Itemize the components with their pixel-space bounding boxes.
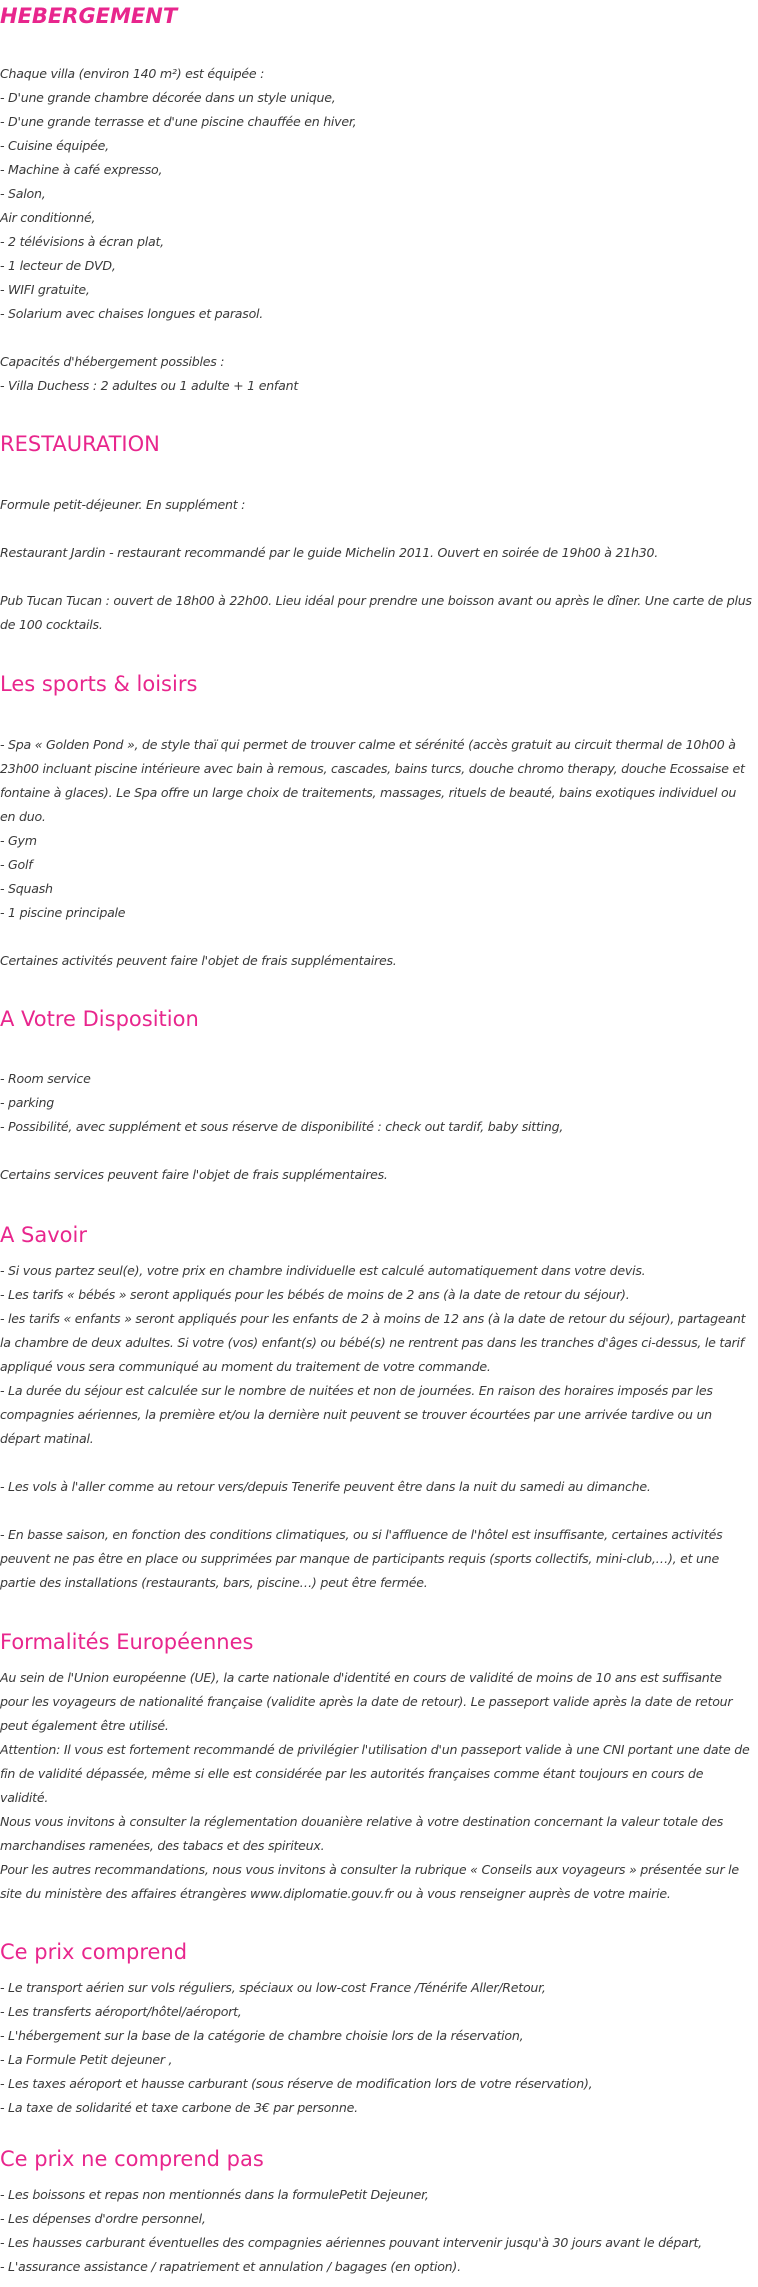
heading-prix-comprend: Ce prix comprend [0, 1940, 188, 1964]
heading-sports-loisirs: Les sports & loisirs [0, 672, 198, 696]
text-sports-loisirs: - Spa « Golden Pond », de style thaï qui permet de trouver calme et sérénité (accès gratuit au circuit thermal de 10h00 à 23h00 incluant piscine intérieure avec bain à remous, cascades, bains turcs, douche chromo therapy, douche Ecossaise et fontaine à glaces). Le Spa offre un large choix de traitements, massages, rituels de beauté, bains exotiques individuel ou en duo. - Gym - Golf - Squash - 1 piscine principale Certaines activités peuvent faire l'objet de frais supplémentaires. [0, 737, 745, 968]
text-disposition: - Room service - parking - Possibilité, avec supplément et sous réserve de disponibilité : check out tardif, baby sitting, Certains services peuvent faire l'objet de frais supplémentaires. [0, 1071, 564, 1182]
text-a-savoir: - Si vous partez seul(e), votre prix en chambre individuelle est calculé automatiquement dans votre devis. - Les tarifs « bébés » seront appliqués pour les bébés de moins de 2 ans (à la date de retour du séjour). - les tarifs « enfants » seront appliqués pour les enfants de 2 à moins de 12 ans (à la date de retour du séjour), partageant la chambre de deux adultes. Si votre (vos) enfant(s) ou bébé(s) ne rentrent pas dans les tranches d'âges ci-dessus, le tarif appliqué vous sera communiqué au moment du traitement de votre commande. - La durée du séjour est calculée sur le nombre de nuitées et non de journées. En raison des horaires imposés par les compagnies aériennes, la première et/ou la dernière nuit peuvent se trouver écourtées par une arrivée tardive ou un départ matinal. - Les vols à l'aller comme au retour vers/depuis Tenerife peuvent être dans la nuit du samedi au dimanche. - En basse saison, en fonction des conditions climatiques, ou si l'affluence de l'hôtel est insuffisante, certaines activités peuvent ne pas être en place ou supprimées par manque de participants requis (sports collectifs, mini-club,…), et une partie des installations (restaurants, bars, piscine…) peut être fermée. [0, 1263, 746, 1590]
heading-a-savoir: A Savoir [0, 1223, 87, 1247]
text-restauration: Formule petit-déjeuner. En supplément : Restaurant Jardin - restaurant recommandé par le guide Michelin 2011. Ouvert en soirée de 19h00 à 21h30. Pub Tucan Tucan : ouvert de 18h00 à 22h00. Lieu idéal pour prendre une boisson avant ou après le dîner. Une carte de plus de 100 cocktails. [0, 497, 752, 632]
text-formalites: Au sein de l'Union européenne (UE), la carte nationale d'identité en cours de validité de moins de 10 ans est suffisante pour les voyageurs de nationalité française (validite après la date de retour). Le passeport valide après la date de retour peut également être utilisé. Attention: Il vous est fortement recommandé de privilégier l'utilisation d'un passeport valide à une CNI portant une date de fin de validité dépassée, même si elle est considérée par les autorités françaises comme étant toujours en cours de validité. Nous vous invitons à consulter la réglementation douanière relative à votre destination concernant la valeur totale des marchandises ramenées, des tabacs et des spiriteux. Pour les autres recommandations, nous vous invitons à consulter la rubrique « Conseils aux voyageurs » présentée sur le site du ministère des affaires étrangères www.diplomatie.gouv.fr ou à vous renseigner auprès de votre mairie. [0, 1670, 750, 1901]
text-prix-comprend: - Le transport aérien sur vols réguliers, spéciaux ou low-cost France /Ténérife Aller/Retour, - Les transferts aéroport/hôtel/aéroport, - L'hébergement sur la base de la catégorie de chambre choisie lors de la réservation, - La Formule Petit dejeuner , - Les taxes aéroport et hausse carburant (sous réserve de modification lors de votre réservation), - La taxe de solidarité et taxe carbone de 3€ par personne. [0, 1980, 593, 2115]
text-hebergement: Chaque villa (environ 140 m²) est équipée : - D'une grande chambre décorée dans un style unique, - D'une grande terrasse et d'une piscine chauffée en hiver, - Cuisine équipée, - Machine à café expresso, - Salon, Air conditionné, - 2 télévisions à écran plat, - 1 lecteur de DVD, - WIFI gratuite, - Solarium avec chaises longues et parasol. Capacités d'hébergement possibles : - Villa Duchess : 2 adultes ou 1 adulte + 1 enfant [0, 66, 357, 393]
text-prix-ne-comprend: - Les boissons et repas non mentionnés dans la formulePetit Dejeuner, - Les dépenses d'ordre personnel, - Les hausses carburant éventuelles des compagnies aériennes pouvant intervenir jusqu'à 30 jours avant le départ, - L'assurance assistance / rapatriement et annulation / bagages (en option). [0, 2187, 702, 2274]
heading-prix-ne-comprend: Ce prix ne comprend pas [0, 2147, 264, 2171]
heading-restauration: RESTAURATION [0, 432, 160, 456]
heading-hebergement: HEBERGEMENT [0, 4, 178, 28]
heading-formalites: Formalités Européennes [0, 1630, 254, 1654]
heading-disposition: A Votre Disposition [0, 1007, 199, 1031]
